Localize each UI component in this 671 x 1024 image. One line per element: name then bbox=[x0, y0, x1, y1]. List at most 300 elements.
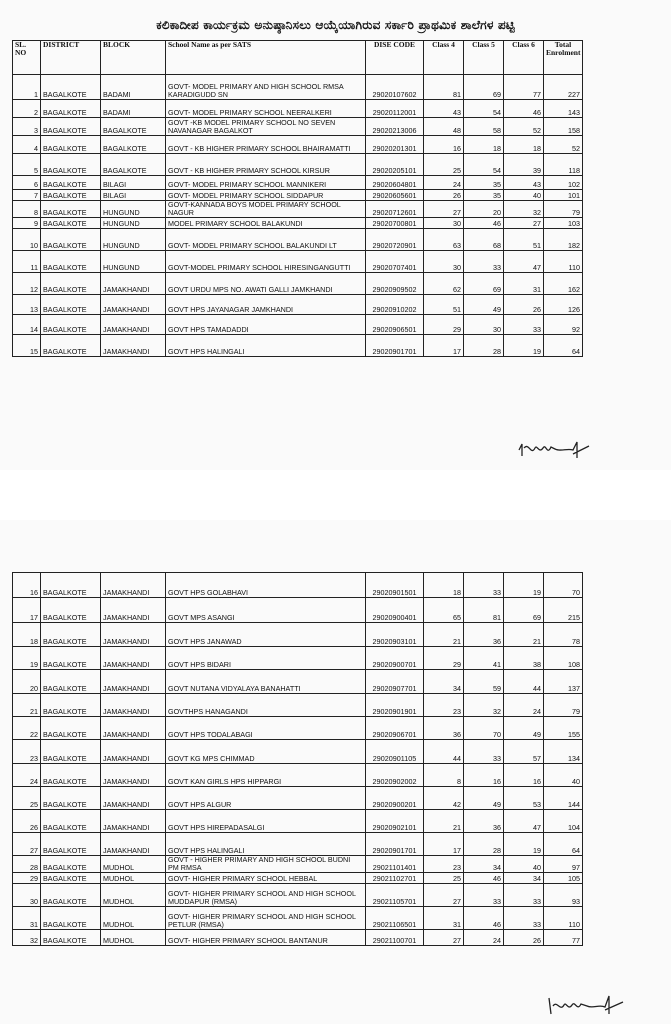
cell-school-name: GOVT- MODEL PRIMARY SCHOOL MANNIKERI bbox=[166, 176, 366, 190]
cell-class-5: 54 bbox=[464, 100, 504, 118]
cell-block: HUNGUND bbox=[101, 201, 166, 218]
page-gap bbox=[0, 470, 671, 520]
cell-class-5: 33 bbox=[464, 884, 504, 907]
cell-total: 78 bbox=[544, 623, 583, 647]
cell-school-name: GOVT HPS BIDARI bbox=[166, 647, 366, 670]
cell-class-6: 40 bbox=[504, 190, 544, 201]
cell-block: JAMAKHANDI bbox=[101, 670, 166, 694]
cell-school-name: GOVT- HIGHER PRIMARY SCHOOL AND HIGH SCHOOL MUDDAPUR (RMSA) bbox=[166, 884, 366, 907]
table-row bbox=[13, 740, 583, 764]
header-class-4: Class 4 bbox=[424, 41, 464, 75]
cell-sl-no: 14 bbox=[13, 315, 41, 335]
cell-sl-no: 23 bbox=[13, 740, 41, 764]
cell-district: BAGALKOTE bbox=[41, 229, 101, 251]
cell-district: BAGALKOTE bbox=[41, 136, 101, 154]
school-table-page-2 bbox=[12, 572, 583, 946]
cell-dise-code: 29020700801 bbox=[366, 218, 424, 229]
cell-class-6: 19 bbox=[504, 573, 544, 598]
cell-sl-no: 25 bbox=[13, 787, 41, 810]
cell-class-4: 21 bbox=[424, 810, 464, 833]
cell-school-name: MODEL PRIMARY SCHOOL BALAKUNDI bbox=[166, 218, 366, 229]
table-row bbox=[13, 670, 583, 694]
cell-block: MUDHOL bbox=[101, 884, 166, 907]
cell-district: BAGALKOTE bbox=[41, 717, 101, 740]
cell-class-4: 65 bbox=[424, 598, 464, 623]
cell-class-6: 44 bbox=[504, 670, 544, 694]
cell-sl-no: 28 bbox=[13, 856, 41, 873]
cell-dise-code: 29020605601 bbox=[366, 190, 424, 201]
cell-class-6: 77 bbox=[504, 75, 544, 100]
cell-sl-no: 18 bbox=[13, 623, 41, 647]
cell-school-name: GOVT- HIGHER PRIMARY SCHOOL HEBBAL bbox=[166, 873, 366, 884]
cell-school-name: GOVT- MODEL PRIMARY SCHOOL BALAKUNDI LT bbox=[166, 229, 366, 251]
cell-school-name: GOVT - KB HIGHER PRIMARY SCHOOL KIRSUR bbox=[166, 154, 366, 176]
cell-district: BAGALKOTE bbox=[41, 787, 101, 810]
cell-sl-no: 31 bbox=[13, 907, 41, 930]
cell-total: 137 bbox=[544, 670, 583, 694]
cell-total: 97 bbox=[544, 856, 583, 873]
cell-class-5: 68 bbox=[464, 229, 504, 251]
cell-dise-code: 29020910202 bbox=[366, 295, 424, 315]
table-row bbox=[13, 176, 583, 190]
cell-dise-code: 29020902101 bbox=[366, 810, 424, 833]
cell-block: JAMAKHANDI bbox=[101, 833, 166, 856]
cell-school-name: GOVT HPS TODALABAGI bbox=[166, 717, 366, 740]
cell-class-4: 27 bbox=[424, 201, 464, 218]
cell-dise-code: 29020901901 bbox=[366, 694, 424, 717]
cell-total: 134 bbox=[544, 740, 583, 764]
cell-dise-code: 29020112001 bbox=[366, 100, 424, 118]
cell-class-6: 18 bbox=[504, 136, 544, 154]
cell-class-5: 41 bbox=[464, 647, 504, 670]
table-row bbox=[13, 623, 583, 647]
cell-sl-no: 27 bbox=[13, 833, 41, 856]
cell-total: 143 bbox=[544, 100, 583, 118]
cell-block: JAMAKHANDI bbox=[101, 295, 166, 315]
school-table-page-1 bbox=[12, 40, 583, 357]
cell-sl-no: 26 bbox=[13, 810, 41, 833]
table-row bbox=[13, 810, 583, 833]
cell-total: 92 bbox=[544, 315, 583, 335]
cell-dise-code: 29020901701 bbox=[366, 833, 424, 856]
table-row bbox=[13, 229, 583, 251]
cell-total: 144 bbox=[544, 787, 583, 810]
cell-dise-code: 29020906701 bbox=[366, 717, 424, 740]
cell-block: JAMAKHANDI bbox=[101, 335, 166, 357]
cell-class-4: 25 bbox=[424, 873, 464, 884]
cell-class-4: 24 bbox=[424, 176, 464, 190]
table-row bbox=[13, 764, 583, 787]
cell-class-6: 24 bbox=[504, 694, 544, 717]
cell-dise-code: 29020213006 bbox=[366, 118, 424, 136]
cell-dise-code: 29021105701 bbox=[366, 884, 424, 907]
cell-district: BAGALKOTE bbox=[41, 100, 101, 118]
cell-sl-no: 13 bbox=[13, 295, 41, 315]
cell-sl-no: 6 bbox=[13, 176, 41, 190]
cell-class-5: 20 bbox=[464, 201, 504, 218]
cell-dise-code: 29020901105 bbox=[366, 740, 424, 764]
cell-class-4: 31 bbox=[424, 907, 464, 930]
cell-class-5: 49 bbox=[464, 295, 504, 315]
cell-school-name: GOVT HPS JANAWAD bbox=[166, 623, 366, 647]
cell-class-6: 31 bbox=[504, 273, 544, 295]
cell-district: BAGALKOTE bbox=[41, 810, 101, 833]
cell-district: BAGALKOTE bbox=[41, 856, 101, 873]
cell-block: MUDHOL bbox=[101, 873, 166, 884]
cell-school-name: GOVT-MODEL PRIMARY SCHOOL HIRESINGANGUTTI bbox=[166, 251, 366, 273]
cell-sl-no: 4 bbox=[13, 136, 41, 154]
cell-class-4: 62 bbox=[424, 273, 464, 295]
signature-page-1 bbox=[515, 436, 605, 462]
table-row bbox=[13, 787, 583, 810]
cell-district: BAGALKOTE bbox=[41, 740, 101, 764]
cell-class-6: 49 bbox=[504, 717, 544, 740]
cell-class-6: 57 bbox=[504, 740, 544, 764]
cell-sl-no: 32 bbox=[13, 930, 41, 946]
cell-block: JAMAKHANDI bbox=[101, 273, 166, 295]
cell-block: BILAGI bbox=[101, 176, 166, 190]
cell-block: MUDHOL bbox=[101, 856, 166, 873]
cell-class-4: 27 bbox=[424, 930, 464, 946]
cell-block: JAMAKHANDI bbox=[101, 764, 166, 787]
cell-sl-no: 19 bbox=[13, 647, 41, 670]
cell-class-6: 19 bbox=[504, 833, 544, 856]
cell-class-5: 34 bbox=[464, 856, 504, 873]
cell-total: 103 bbox=[544, 218, 583, 229]
cell-class-4: 17 bbox=[424, 833, 464, 856]
cell-block: JAMAKHANDI bbox=[101, 647, 166, 670]
cell-block: BILAGI bbox=[101, 190, 166, 201]
cell-class-5: 36 bbox=[464, 810, 504, 833]
cell-class-6: 47 bbox=[504, 810, 544, 833]
cell-total: 182 bbox=[544, 229, 583, 251]
cell-class-6: 33 bbox=[504, 315, 544, 335]
cell-dise-code: 29020902002 bbox=[366, 764, 424, 787]
cell-class-5: 33 bbox=[464, 251, 504, 273]
signature-page-2 bbox=[545, 992, 635, 1020]
cell-district: BAGALKOTE bbox=[41, 598, 101, 623]
cell-class-5: 35 bbox=[464, 176, 504, 190]
cell-total: 52 bbox=[544, 136, 583, 154]
cell-class-5: 35 bbox=[464, 190, 504, 201]
cell-district: BAGALKOTE bbox=[41, 573, 101, 598]
cell-class-6: 69 bbox=[504, 598, 544, 623]
header-sl-no: SL. NO bbox=[13, 41, 41, 75]
cell-class-5: 28 bbox=[464, 833, 504, 856]
cell-dise-code: 29020707401 bbox=[366, 251, 424, 273]
table-row bbox=[13, 930, 583, 946]
table-body-page-2 bbox=[13, 573, 583, 946]
cell-class-6: 43 bbox=[504, 176, 544, 190]
table-row bbox=[13, 190, 583, 201]
cell-dise-code: 29020900401 bbox=[366, 598, 424, 623]
cell-total: 162 bbox=[544, 273, 583, 295]
cell-class-6: 16 bbox=[504, 764, 544, 787]
cell-total: 126 bbox=[544, 295, 583, 315]
cell-sl-no: 16 bbox=[13, 573, 41, 598]
table-row bbox=[13, 573, 583, 598]
cell-district: BAGALKOTE bbox=[41, 930, 101, 946]
cell-district: BAGALKOTE bbox=[41, 190, 101, 201]
cell-class-6: 34 bbox=[504, 873, 544, 884]
cell-class-5: 59 bbox=[464, 670, 504, 694]
cell-sl-no: 20 bbox=[13, 670, 41, 694]
header-class-5: Class 5 bbox=[464, 41, 504, 75]
cell-total: 64 bbox=[544, 335, 583, 357]
cell-sl-no: 30 bbox=[13, 884, 41, 907]
cell-class-5: 81 bbox=[464, 598, 504, 623]
cell-block: JAMAKHANDI bbox=[101, 598, 166, 623]
cell-class-6: 33 bbox=[504, 907, 544, 930]
cell-class-6: 46 bbox=[504, 100, 544, 118]
cell-district: BAGALKOTE bbox=[41, 154, 101, 176]
cell-class-6: 26 bbox=[504, 930, 544, 946]
cell-class-4: 29 bbox=[424, 647, 464, 670]
cell-sl-no: 17 bbox=[13, 598, 41, 623]
table-row bbox=[13, 873, 583, 884]
cell-class-5: 46 bbox=[464, 218, 504, 229]
cell-sl-no: 9 bbox=[13, 218, 41, 229]
cell-class-5: 33 bbox=[464, 573, 504, 598]
cell-sl-no: 15 bbox=[13, 335, 41, 357]
cell-school-name: GOVT - KB HIGHER PRIMARY SCHOOL BHAIRAMATTI bbox=[166, 136, 366, 154]
cell-class-5: 18 bbox=[464, 136, 504, 154]
cell-school-name: GOVT KAN GIRLS HPS HIPPARGI bbox=[166, 764, 366, 787]
table-row bbox=[13, 335, 583, 357]
cell-class-5: 49 bbox=[464, 787, 504, 810]
cell-dise-code: 29020201301 bbox=[366, 136, 424, 154]
cell-school-name: GOVT HPS HALINGALI bbox=[166, 833, 366, 856]
cell-class-6: 33 bbox=[504, 884, 544, 907]
cell-class-4: 30 bbox=[424, 218, 464, 229]
table-row bbox=[13, 833, 583, 856]
cell-school-name: GOVT HPS ALGUR bbox=[166, 787, 366, 810]
cell-class-4: 27 bbox=[424, 884, 464, 907]
cell-dise-code: 29020205101 bbox=[366, 154, 424, 176]
cell-block: JAMAKHANDI bbox=[101, 717, 166, 740]
cell-total: 79 bbox=[544, 201, 583, 218]
table-row bbox=[13, 136, 583, 154]
cell-sl-no: 12 bbox=[13, 273, 41, 295]
cell-dise-code: 29020901501 bbox=[366, 573, 424, 598]
cell-class-5: 70 bbox=[464, 717, 504, 740]
cell-dise-code: 29020909502 bbox=[366, 273, 424, 295]
table-row bbox=[13, 100, 583, 118]
cell-total: 118 bbox=[544, 154, 583, 176]
cell-block: MUDHOL bbox=[101, 930, 166, 946]
cell-block: BAGALKOTE bbox=[101, 154, 166, 176]
cell-class-5: 24 bbox=[464, 930, 504, 946]
cell-dise-code: 29020712601 bbox=[366, 201, 424, 218]
cell-class-5: 46 bbox=[464, 873, 504, 884]
cell-class-5: 46 bbox=[464, 907, 504, 930]
cell-total: 110 bbox=[544, 251, 583, 273]
cell-school-name: GOVT -KB MODEL PRIMARY SCHOOL NO SEVEN NAVANAGAR BAGALKOT bbox=[166, 118, 366, 136]
cell-class-4: 63 bbox=[424, 229, 464, 251]
cell-dise-code: 29021106501 bbox=[366, 907, 424, 930]
cell-dise-code: 29020907701 bbox=[366, 670, 424, 694]
table-header-row bbox=[13, 41, 583, 75]
cell-school-name: GOVT HPS HIREPADASALGI bbox=[166, 810, 366, 833]
cell-sl-no: 29 bbox=[13, 873, 41, 884]
table-row bbox=[13, 251, 583, 273]
page-title: ಕಲಿಕಾದೀಪ ಕಾರ್ಯಕ್ರಮ ಅನುಷ್ಠಾನಿಸಲು ಆಯ್ಕೆಯಾಗಿರುವ ಸರ್ಕಾರಿ ಪ್ರಾಥಮಿಕ ಶಾಲೆಗಳ ಪಟ್ಟಿ bbox=[156, 18, 515, 32]
cell-class-4: 42 bbox=[424, 787, 464, 810]
cell-block: BADAMI bbox=[101, 100, 166, 118]
cell-school-name: GOVT- MODEL PRIMARY SCHOOL NEERALKERI bbox=[166, 100, 366, 118]
cell-class-4: 29 bbox=[424, 315, 464, 335]
cell-school-name: GOVT- HIGHER PRIMARY SCHOOL BANTANUR bbox=[166, 930, 366, 946]
table-row bbox=[13, 75, 583, 100]
cell-class-5: 32 bbox=[464, 694, 504, 717]
cell-total: 102 bbox=[544, 176, 583, 190]
cell-sl-no: 10 bbox=[13, 229, 41, 251]
table-row bbox=[13, 647, 583, 670]
cell-sl-no: 5 bbox=[13, 154, 41, 176]
cell-district: BAGALKOTE bbox=[41, 647, 101, 670]
cell-dise-code: 29020604801 bbox=[366, 176, 424, 190]
cell-dise-code: 29020901701 bbox=[366, 335, 424, 357]
table-row bbox=[13, 856, 583, 873]
table-row bbox=[13, 118, 583, 136]
cell-dise-code: 29020906501 bbox=[366, 315, 424, 335]
cell-district: BAGALKOTE bbox=[41, 75, 101, 100]
cell-total: 105 bbox=[544, 873, 583, 884]
cell-class-5: 30 bbox=[464, 315, 504, 335]
cell-school-name: GOVT HPS TAMADADDI bbox=[166, 315, 366, 335]
table-body-page-1 bbox=[13, 75, 583, 357]
cell-total: 108 bbox=[544, 647, 583, 670]
cell-class-4: 48 bbox=[424, 118, 464, 136]
cell-district: BAGALKOTE bbox=[41, 201, 101, 218]
cell-school-name: GOVT - HIGHER PRIMARY AND HIGH SCHOOL BUDNI PM RMSA bbox=[166, 856, 366, 873]
cell-sl-no: 2 bbox=[13, 100, 41, 118]
cell-class-5: 33 bbox=[464, 740, 504, 764]
cell-class-4: 44 bbox=[424, 740, 464, 764]
cell-sl-no: 21 bbox=[13, 694, 41, 717]
table-row bbox=[13, 295, 583, 315]
cell-district: BAGALKOTE bbox=[41, 176, 101, 190]
cell-district: BAGALKOTE bbox=[41, 335, 101, 357]
cell-class-6: 53 bbox=[504, 787, 544, 810]
cell-sl-no: 11 bbox=[13, 251, 41, 273]
cell-dise-code: 29021101401 bbox=[366, 856, 424, 873]
cell-class-5: 58 bbox=[464, 118, 504, 136]
table-row bbox=[13, 598, 583, 623]
cell-block: JAMAKHANDI bbox=[101, 694, 166, 717]
cell-district: BAGALKOTE bbox=[41, 873, 101, 884]
cell-dise-code: 29020900201 bbox=[366, 787, 424, 810]
cell-total: 70 bbox=[544, 573, 583, 598]
header-class-6: Class 6 bbox=[504, 41, 544, 75]
cell-sl-no: 8 bbox=[13, 201, 41, 218]
cell-sl-no: 24 bbox=[13, 764, 41, 787]
cell-school-name: GOVT NUTANA VIDYALAYA BANAHATTI bbox=[166, 670, 366, 694]
cell-district: BAGALKOTE bbox=[41, 118, 101, 136]
cell-sl-no: 1 bbox=[13, 75, 41, 100]
cell-class-5: 69 bbox=[464, 75, 504, 100]
cell-class-6: 21 bbox=[504, 623, 544, 647]
cell-school-name: GOVT- MODEL PRIMARY AND HIGH SCHOOL RMSA KARADIGUDD SN bbox=[166, 75, 366, 100]
cell-block: JAMAKHANDI bbox=[101, 573, 166, 598]
cell-school-name: GOVTHPS HANAGANDI bbox=[166, 694, 366, 717]
cell-total: 158 bbox=[544, 118, 583, 136]
cell-class-6: 26 bbox=[504, 295, 544, 315]
cell-class-4: 30 bbox=[424, 251, 464, 273]
cell-total: 77 bbox=[544, 930, 583, 946]
cell-district: BAGALKOTE bbox=[41, 273, 101, 295]
cell-class-4: 23 bbox=[424, 856, 464, 873]
cell-block: JAMAKHANDI bbox=[101, 787, 166, 810]
table-row bbox=[13, 154, 583, 176]
cell-total: 227 bbox=[544, 75, 583, 100]
cell-school-name: GOVT MPS ASANGI bbox=[166, 598, 366, 623]
table-row bbox=[13, 218, 583, 229]
table-row bbox=[13, 884, 583, 907]
cell-district: BAGALKOTE bbox=[41, 295, 101, 315]
cell-school-name: GOVT URDU MPS NO. AWATI GALLI JAMKHANDI bbox=[166, 273, 366, 295]
table-row bbox=[13, 717, 583, 740]
cell-class-6: 47 bbox=[504, 251, 544, 273]
cell-district: BAGALKOTE bbox=[41, 623, 101, 647]
header-total-enrolment: Total Enrolment bbox=[544, 41, 583, 75]
cell-block: BAGALKOTE bbox=[101, 136, 166, 154]
cell-district: BAGALKOTE bbox=[41, 833, 101, 856]
cell-total: 93 bbox=[544, 884, 583, 907]
cell-dise-code: 29020903101 bbox=[366, 623, 424, 647]
cell-class-6: 27 bbox=[504, 218, 544, 229]
cell-total: 101 bbox=[544, 190, 583, 201]
cell-class-6: 40 bbox=[504, 856, 544, 873]
cell-block: JAMAKHANDI bbox=[101, 623, 166, 647]
cell-total: 79 bbox=[544, 694, 583, 717]
cell-class-5: 28 bbox=[464, 335, 504, 357]
cell-district: BAGALKOTE bbox=[41, 218, 101, 229]
cell-school-name: GOVT- MODEL PRIMARY SCHOOL SIDDAPUR bbox=[166, 190, 366, 201]
cell-sl-no: 7 bbox=[13, 190, 41, 201]
cell-school-name: GOVT- HIGHER PRIMARY SCHOOL AND HIGH SCHOOL PETLUR (RMSA) bbox=[166, 907, 366, 930]
cell-class-4: 43 bbox=[424, 100, 464, 118]
cell-district: BAGALKOTE bbox=[41, 670, 101, 694]
cell-total: 104 bbox=[544, 810, 583, 833]
cell-class-5: 16 bbox=[464, 764, 504, 787]
cell-class-4: 34 bbox=[424, 670, 464, 694]
cell-class-4: 18 bbox=[424, 573, 464, 598]
cell-class-4: 21 bbox=[424, 623, 464, 647]
cell-total: 64 bbox=[544, 833, 583, 856]
cell-district: BAGALKOTE bbox=[41, 907, 101, 930]
cell-block: JAMAKHANDI bbox=[101, 810, 166, 833]
cell-class-4: 17 bbox=[424, 335, 464, 357]
cell-dise-code: 29020107602 bbox=[366, 75, 424, 100]
cell-dise-code: 29021102701 bbox=[366, 873, 424, 884]
cell-block: HUNGUND bbox=[101, 251, 166, 273]
table-row bbox=[13, 694, 583, 717]
cell-class-4: 26 bbox=[424, 190, 464, 201]
cell-dise-code: 29020900701 bbox=[366, 647, 424, 670]
header-block: BLOCK bbox=[101, 41, 166, 75]
header-district: DISTRICT bbox=[41, 41, 101, 75]
table-row bbox=[13, 907, 583, 930]
cell-district: BAGALKOTE bbox=[41, 251, 101, 273]
cell-district: BAGALKOTE bbox=[41, 764, 101, 787]
cell-school-name: GOVT HPS JAYANAGAR JAMKHANDI bbox=[166, 295, 366, 315]
cell-total: 215 bbox=[544, 598, 583, 623]
cell-school-name: GOVT HPS GOLABHAVI bbox=[166, 573, 366, 598]
cell-total: 110 bbox=[544, 907, 583, 930]
cell-class-4: 23 bbox=[424, 694, 464, 717]
cell-district: BAGALKOTE bbox=[41, 884, 101, 907]
